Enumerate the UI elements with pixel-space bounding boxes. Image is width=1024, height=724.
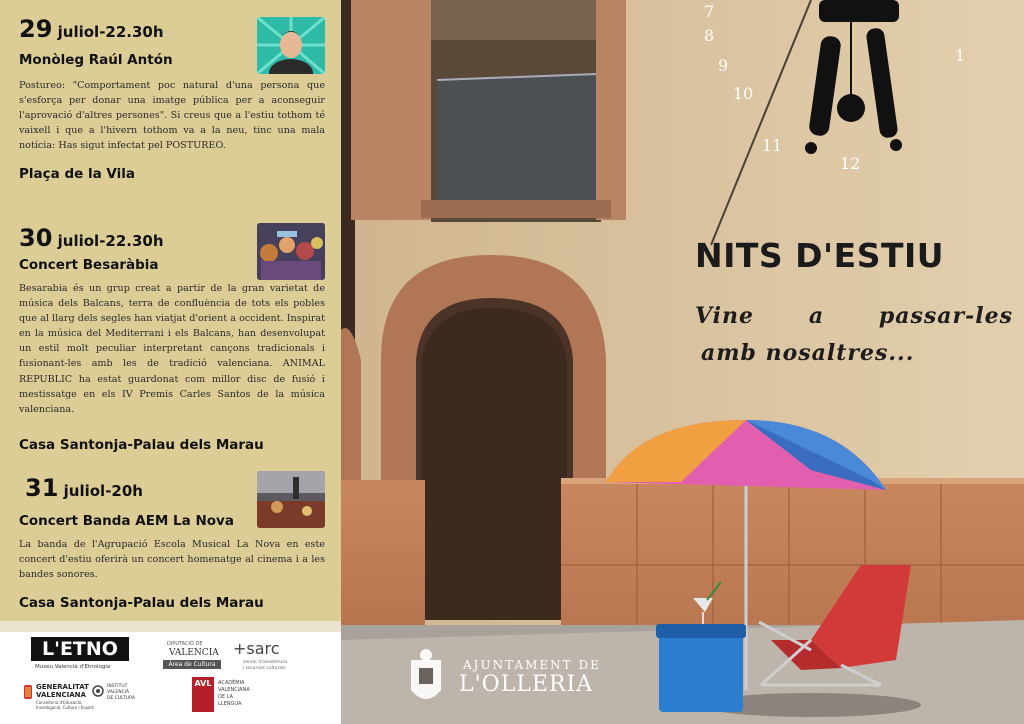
tagline-word: Vine xyxy=(695,303,755,329)
event-date xyxy=(19,224,164,252)
sarc-logo xyxy=(233,639,303,673)
sarc-sub1: servei d'assistència xyxy=(243,660,288,665)
sundial-numeral: 7 xyxy=(704,2,715,21)
ivc-logo xyxy=(92,683,142,707)
tagline-word: a xyxy=(808,303,825,329)
avl-emblem: AVL xyxy=(192,677,214,712)
tagline-line2: amb nosaltres... xyxy=(701,340,915,366)
event-description: Postureo: "Comportament poc natural d'una persona que s'esforça per donar una imatge pública per a aconseguir l'aprovació d'altres persones". Si creus que a l'estiu tothom té vaixell i que a l'hivern tothom va a la neu, tinc una mala notícia: Has sigut infectat pel POSTUREO. xyxy=(19,80,325,152)
letno-subtitle: Museu Valencià d'Etnologia xyxy=(35,664,111,670)
ajuntament-line1: AJUNTAMENT DE xyxy=(463,658,601,672)
ivc-line3: DE CULTURA xyxy=(107,696,136,701)
ivc-line1: INSTITUT xyxy=(107,684,128,689)
event-title: Concert Besaràbia xyxy=(19,257,159,273)
event-title: Concert Banda AEM La Nova xyxy=(19,513,234,529)
event-place: Casa Santonja-Palau dels Marau xyxy=(19,595,264,611)
gva-line4: Investigació, Cultura i Esport xyxy=(36,705,94,710)
diputacio-line2: VALENCIA xyxy=(169,648,219,658)
avl-line3: DE LA xyxy=(218,694,233,700)
avl-line2: VALENCIANA xyxy=(218,687,250,693)
event-description: La banda de l'Agrupació Escola Musical La Nova en este concert d'estiu oferirà un concert homenatge al cinema i a les bandes sonores. xyxy=(19,539,325,581)
event-date xyxy=(19,15,164,43)
sundial-numeral: 11 xyxy=(762,136,783,155)
band-photo xyxy=(257,223,325,280)
event-day: 31 xyxy=(25,474,59,502)
gva-line3: Conselleria d'Educació, xyxy=(36,700,83,705)
performer-photo xyxy=(257,17,325,74)
footer-divider xyxy=(0,621,341,632)
sundial-numeral: 12 xyxy=(840,154,861,173)
event-place: Casa Santonja-Palau dels Marau xyxy=(19,437,264,453)
avl-line1: ACADÈMIA xyxy=(218,680,245,686)
sundial-numeral: 10 xyxy=(733,84,754,103)
sponsors-footer xyxy=(0,621,341,724)
generalitat-emblem-icon xyxy=(23,683,33,701)
poster-headline: NITS D'ESTIU xyxy=(695,236,945,275)
ajuntament-line2: L'OLLERIA xyxy=(459,672,594,697)
avl-line4: LLENGUA xyxy=(218,701,242,707)
event-day: 29 xyxy=(19,15,53,43)
event-time: juliol-22.30h xyxy=(57,232,164,250)
banda-photo xyxy=(257,471,325,528)
diputacio-line3: Àrea de Cultura xyxy=(163,660,221,669)
event-day: 30 xyxy=(19,224,53,252)
ivc-emblem-icon xyxy=(92,685,104,697)
gva-line1: GENERALITAT xyxy=(36,683,89,691)
diputacio-line1: DIPUTACIÓ DE xyxy=(167,641,203,647)
sarc-sub2: i recursos culturals xyxy=(243,666,286,671)
diputacio-logo xyxy=(163,641,223,671)
avl-logo xyxy=(192,677,272,715)
generalitat-logo xyxy=(23,681,93,713)
event-title: Monòleg Raúl Antón xyxy=(19,52,173,68)
letno-wordmark: L'ETNO xyxy=(31,637,129,661)
sundial-numeral: 1 xyxy=(955,46,966,65)
poster-photo xyxy=(341,0,1024,724)
sundial-numeral: 9 xyxy=(718,56,729,75)
tagline-word: passar-les xyxy=(878,303,1013,329)
letno-logo xyxy=(31,637,131,673)
sundial-numeral: 8 xyxy=(704,26,715,45)
event-time: juliol-20h xyxy=(63,482,143,500)
event-description: Besarabia és un grup creat a partir de la gran varietat de música dels Balcans, terra de confluència de tots els pobles que al llarg dels segles han viatjat d'orient a occident. Inspirat en la música del Mediterrani i els Balcans, han desenvolupat un estil molt peculiar interpretant cançons tradicionals i fusionant-les amb les de tradició valenciana. ANIMAL REPUBLIC ha estat guardonat com millor disc de fusió i mestissatge en els IV Premis Carles Santos de la música valenciana. xyxy=(19,283,325,415)
sarc-wordmark: +sarc xyxy=(233,639,280,658)
gva-line2: VALENCIANA xyxy=(36,691,86,699)
tagline-line1 xyxy=(695,303,1013,329)
ivc-line2: VALENCIÀ xyxy=(107,690,130,695)
event-panel xyxy=(0,0,341,621)
event-place: Plaça de la Vila xyxy=(19,166,135,182)
event-date xyxy=(19,474,143,502)
courtyard-illustration xyxy=(341,0,1024,724)
ajuntament-logo xyxy=(405,644,605,708)
event-time: juliol-22.30h xyxy=(57,23,164,41)
